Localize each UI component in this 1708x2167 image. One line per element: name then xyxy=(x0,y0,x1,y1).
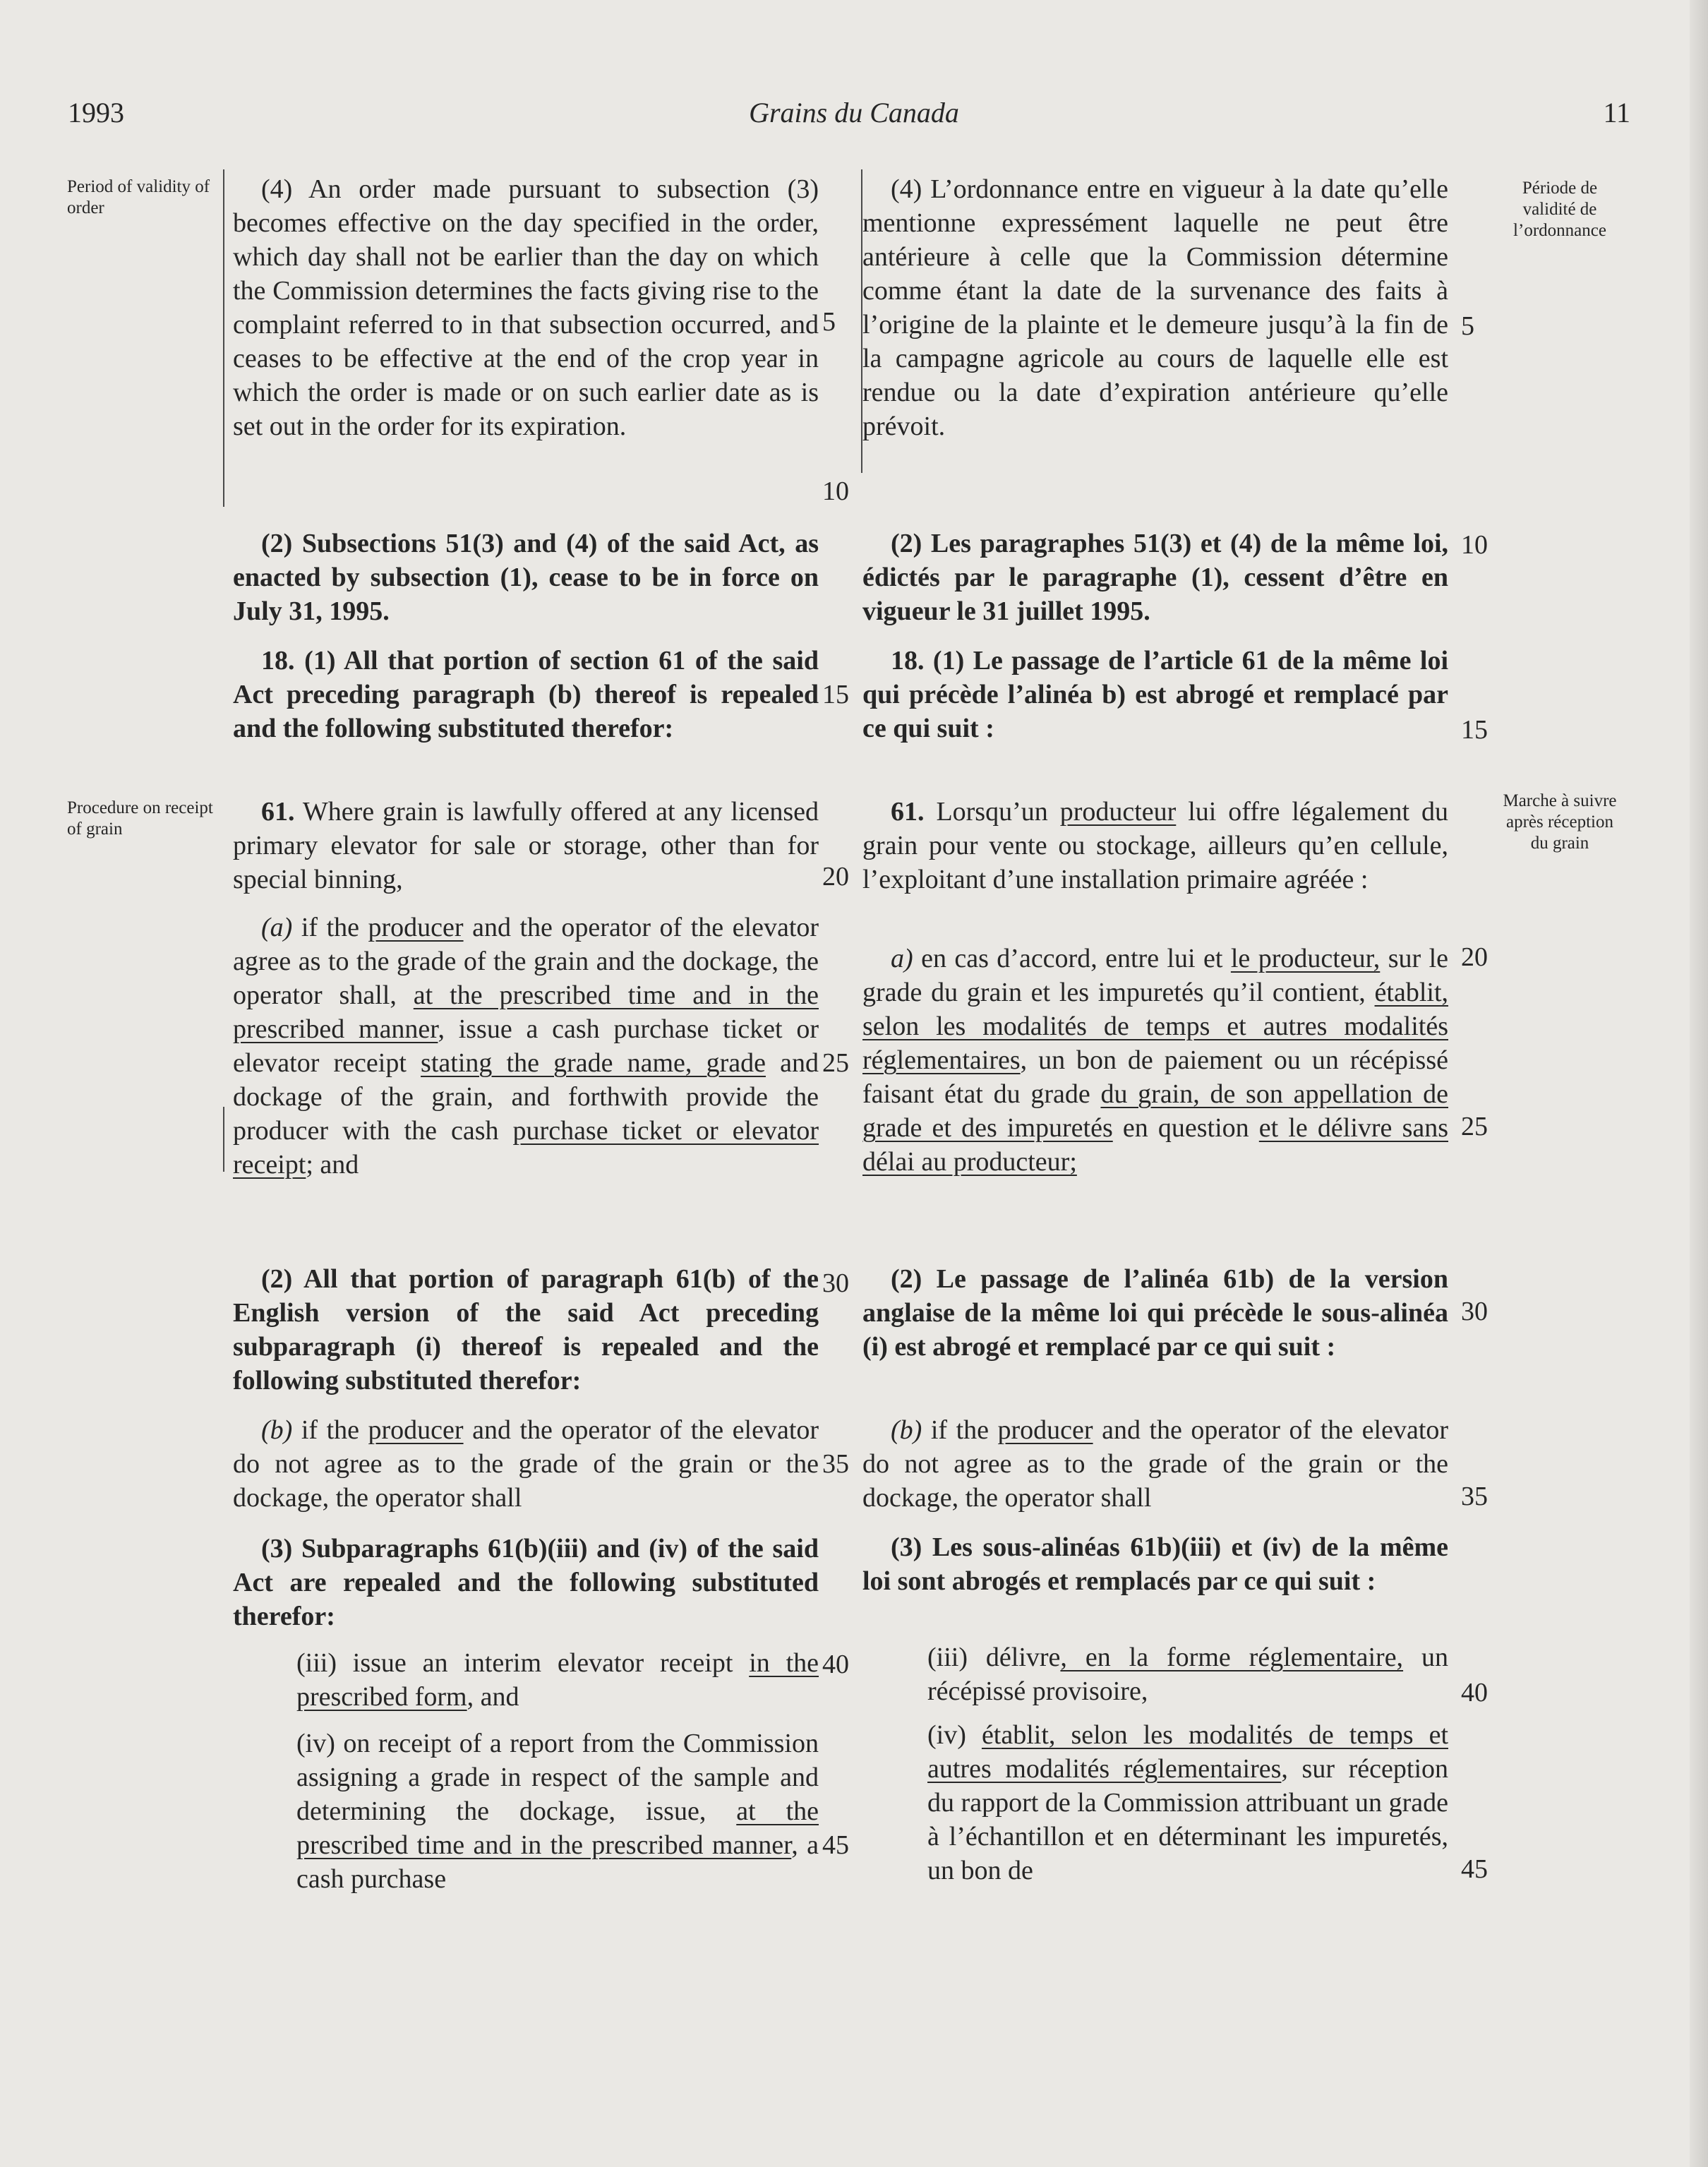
en-s61-text: Where grain is lawfully offered at any licensed primary elevator for sale or storage, other than for special binning, xyxy=(233,797,819,894)
en-s2b-text: (2) All that portion of paragraph 61(b) of the English version of the said Act preceding subparagraph (i) thereof is repealed and the following substituted therefor: xyxy=(233,1264,819,1395)
header-year: 1993 xyxy=(68,97,124,128)
fr-a-producteur: le producteur, xyxy=(1230,944,1381,973)
en-iv-text-2: , a cash purchase xyxy=(296,1830,819,1894)
fr-sous-alinea-iii xyxy=(927,1640,1448,1708)
en-p4-text: An order made pursuant to subsection (3) becomes effective on the day specified in the order, which day shall not be earlier than the day on which the Commission determines the facts giving rise to the complaint referred to in that subsection occurred, and ceases to be effective at the end of the crop year in which the order is made or on such earlier date as is set out in the order for its expiration. xyxy=(233,174,819,441)
margin-note-marche-a-suivre: Marche à suivre après réception du grain xyxy=(1503,791,1617,853)
fr-iv-text-2: , sur réception du rapport de la Commission attribuant un grade à l’échantillon et en déterminant les impuretés, un bon de xyxy=(927,1754,1448,1885)
fr-article-18 xyxy=(862,644,1448,745)
line-number-fr-30: 30 xyxy=(1461,1297,1488,1326)
fr-paragraphe-3 xyxy=(862,1530,1448,1598)
margin-note-procedure-on-receipt: Procedure on receipt of grain xyxy=(67,798,213,839)
en-section-18 xyxy=(233,644,819,745)
fr-s61-text-1: Lorsqu’un xyxy=(936,797,1048,827)
en-a-text-2: and the operator of the elevator agree as to the grade of the grain and the dockage, the operator shall, xyxy=(233,913,819,1010)
en-b-producer: producer xyxy=(368,1415,464,1445)
fr-paragraphe-2-alinea-b xyxy=(862,1262,1448,1364)
fr-a-text-3: , un bon de paiement ou un récépissé faisant état du grade xyxy=(862,1045,1448,1109)
en-a-prescribed-time: at the prescribed time and in the prescribed manner xyxy=(233,980,819,1044)
fr-iii-text-1: (iii) délivre xyxy=(927,1643,1061,1672)
fr-paragraphe-2 xyxy=(862,527,1448,628)
fr-a-text-2: sur le grade du grain et les impuretés qu’il contient, xyxy=(862,944,1449,1007)
fr-s2b-text: (2) Le passage de l’alinéa 61b) de la version anglaise de la même loi qui précède le sous-alinéa (i) est abrogé et remplacé par ce qui suit : xyxy=(862,1264,1448,1362)
line-number-5: 5 xyxy=(822,307,836,337)
line-number-fr-40: 40 xyxy=(1461,1678,1488,1707)
en-subsection-3 xyxy=(233,1532,819,1633)
line-number-fr-5: 5 xyxy=(1461,311,1474,341)
fr-p4-number: (4) xyxy=(891,174,922,204)
en-subsection-2-paragraph-b xyxy=(233,1262,819,1398)
en-subsection-2 xyxy=(233,527,819,628)
line-number-fr-25: 25 xyxy=(1461,1112,1488,1141)
fr-sous-alinea-iv xyxy=(927,1718,1448,1887)
en-paragraph-b xyxy=(233,1413,819,1515)
en-iv-prescribed-time: at the prescribed time and in the prescribed manner xyxy=(296,1796,819,1860)
line-number-30: 30 xyxy=(822,1268,849,1298)
margin-note-periode-de-validite: Période de validité de l’ordonnance xyxy=(1513,179,1606,240)
fr-alinea-a xyxy=(862,942,1448,1179)
line-number-35: 35 xyxy=(822,1449,849,1479)
fr-a-mark: a) xyxy=(891,944,913,973)
change-bar-en-2 xyxy=(223,1107,224,1172)
en-b-text-1: if the xyxy=(301,1415,359,1445)
en-a-stating-grade: stating the grade name, grade xyxy=(421,1048,766,1078)
en-s18-text: 18. (1) All that portion of section 61 of the said Act preceding paragraph (b) thereof is repealed and the following substituted therefor: xyxy=(233,646,819,743)
fr-a-delivre: et le délivre sans délai au producteur; xyxy=(862,1113,1449,1177)
fr-paragraphe-4 xyxy=(862,172,1448,443)
line-number-fr-20: 20 xyxy=(1461,942,1488,972)
margin-note-period-of-validity: Period of validity of order xyxy=(67,177,210,217)
line-number-fr-35: 35 xyxy=(1461,1482,1488,1511)
en-a-text-5: ; and xyxy=(306,1150,359,1179)
english-column xyxy=(233,172,819,1909)
fr-s61-text-2: lui offre légalement du grain pour vente ou stockage, ailleurs qu’en cellule, l’exploitant d’une installation primaire agréée : xyxy=(862,797,1448,894)
line-number-40: 40 xyxy=(822,1650,849,1679)
en-a-ticket-receipt: purchase ticket or elevator receipt xyxy=(233,1116,819,1179)
en-iv-text-1: (iv) on receipt of a report from the Commission assigning a grade in respect of the sample and determining the dockage, issue, xyxy=(296,1729,819,1826)
line-number-10: 10 xyxy=(822,476,849,506)
fr-b-text-1: if the xyxy=(930,1415,989,1445)
line-number-15: 15 xyxy=(822,680,849,709)
en-subsection-4 xyxy=(233,172,819,443)
fr-p4-text: L’ordonnance entre en vigueur à la date qu’elle mentionne expressément laquelle ne peut être antérieure à celle que la Commission détermine comme étant la date de la survenance des faits à l’origine de la plainte et le demeure jusqu’à la fin de la campagne agricole au cours de laquelle elle est rendue ou la date d’expiration antérieure qu’elle prévoit. xyxy=(862,174,1448,441)
en-a-mark: (a) xyxy=(261,913,293,942)
french-column xyxy=(862,172,1448,1909)
en-b-mark: (b) xyxy=(261,1415,293,1445)
fr-s61-producteur: producteur xyxy=(1059,797,1177,827)
line-number-25: 25 xyxy=(822,1048,849,1078)
fr-b-text-2: and the operator of the elevator do not agree as to the grade of the grain or the dockage, the operator shall xyxy=(862,1415,1449,1513)
line-number-20: 20 xyxy=(822,862,849,892)
header-title: Grains du Canada xyxy=(749,97,959,128)
en-subparagraph-iv xyxy=(296,1727,819,1896)
en-subparagraph-iii xyxy=(296,1646,819,1714)
en-a-text-1: if the xyxy=(301,913,359,942)
fr-a-appellation: du grain, de son appellation de grade et des impuretés xyxy=(862,1079,1448,1143)
en-section-61 xyxy=(233,795,819,896)
fr-s2-text: (2) Les paragraphes 51(3) et (4) de la même loi, édictés par le paragraphe (1), cessent d’être en vigueur le 31 juillet 1995. xyxy=(862,529,1448,626)
fr-a-etablit: établit, selon les modalités de temps et autres modalités réglementaires xyxy=(862,978,1449,1075)
en-p4-number: (4) xyxy=(261,174,293,204)
en-s2-text: (2) Subsections 51(3) and (4) of the said Act, as enacted by subsection (1), cease to be in force on July 31, 1995. xyxy=(233,529,819,626)
fr-b-mark: (b) xyxy=(891,1415,922,1445)
change-bar-en-1 xyxy=(223,169,224,507)
fr-iii-forme: , en la forme réglementaire, xyxy=(1060,1643,1404,1672)
en-iii-text-2: , and xyxy=(467,1682,519,1712)
en-a-text-4: and dockage of the grain, and forthwith provide the producer with the cash xyxy=(233,1048,819,1146)
fr-b-producer: producer xyxy=(997,1415,1093,1445)
fr-paragraph-b-english xyxy=(862,1413,1448,1515)
line-number-fr-10: 10 xyxy=(1461,530,1488,560)
fr-s61-number: 61. xyxy=(891,797,925,827)
en-paragraph-a xyxy=(233,911,819,1182)
en-iii-prescribed-form: in the prescribed form xyxy=(296,1648,819,1712)
fr-s3-text: (3) Les sous-alinéas 61b)(iii) et (iv) de la même loi sont abrogés et remplacés par ce qui suit : xyxy=(862,1532,1448,1596)
fr-a-text-4: en question xyxy=(1122,1113,1249,1143)
en-s3-text: (3) Subparagraphs 61(b)(iii) and (iv) of the said Act are repealed and the following substituted therefor: xyxy=(233,1534,819,1631)
page-edge-shadow xyxy=(1690,0,1708,2167)
line-number-fr-45: 45 xyxy=(1461,1854,1488,1884)
fr-article-61 xyxy=(862,795,1448,896)
en-b-text-2: and the operator of the elevator do not agree as to the grade of the grain or the dockage, the operator shall xyxy=(233,1415,819,1513)
line-number-fr-15: 15 xyxy=(1461,715,1488,745)
line-number-45: 45 xyxy=(822,1830,849,1860)
fr-s18-text: 18. (1) Le passage de l’article 61 de la même loi qui précède l’alinéa b) est abrogé et remplacé par ce qui suit : xyxy=(862,646,1448,743)
fr-a-text-1: en cas d’accord, entre lui et xyxy=(921,944,1223,973)
en-a-text-3: , issue a cash purchase ticket or elevator receipt xyxy=(233,1014,819,1078)
fr-iv-etablit: établit, selon les modalités de temps et autres modalités réglementaires xyxy=(927,1720,1448,1784)
en-a-producer: producer xyxy=(368,913,464,942)
en-iii-text-1: (iii) issue an interim elevator receipt xyxy=(296,1648,733,1678)
fr-iii-text-2: un récépissé provisoire, xyxy=(927,1643,1448,1706)
header-page-number: 11 xyxy=(1603,97,1630,128)
fr-iv-text-1: (iv) xyxy=(927,1720,966,1750)
en-s61-number: 61. xyxy=(261,797,295,827)
